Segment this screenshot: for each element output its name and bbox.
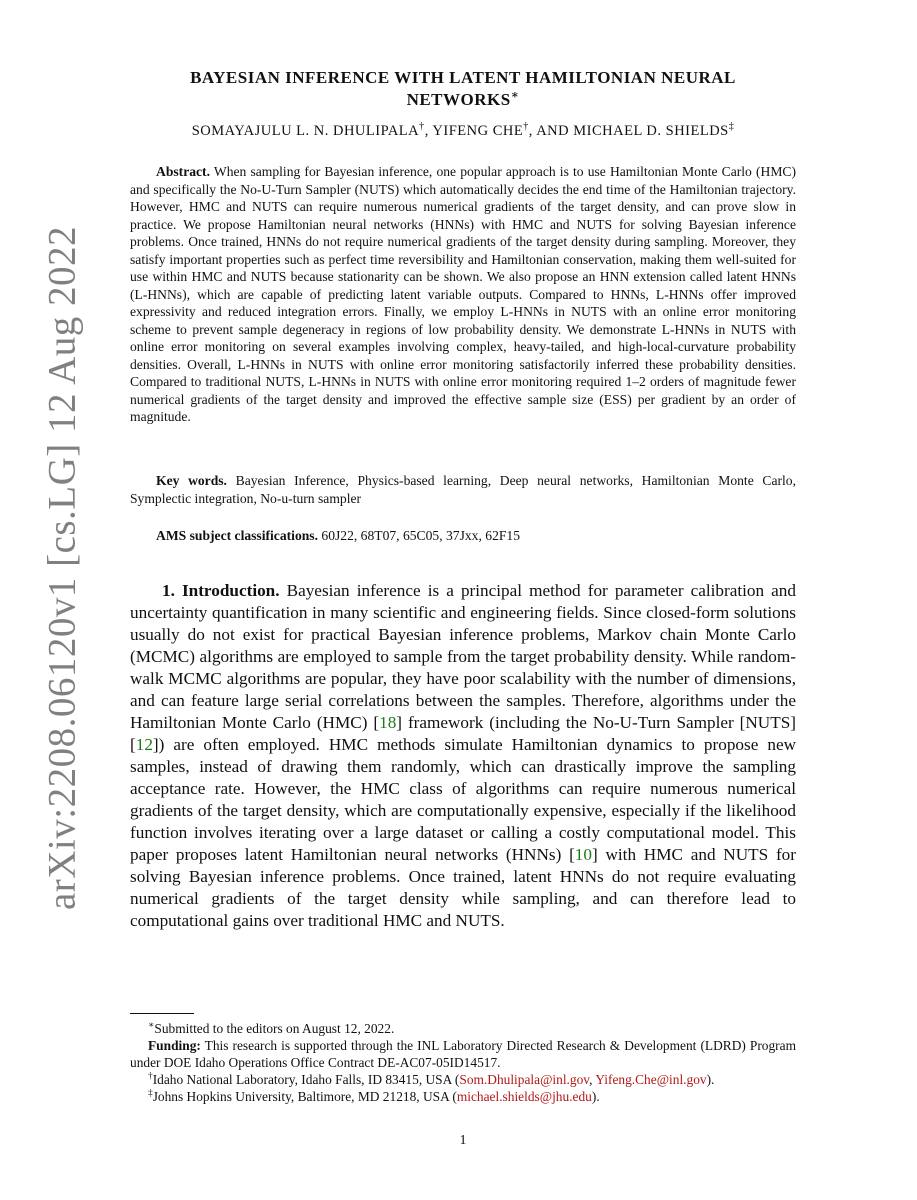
- footnote-idaho: [130, 1071, 796, 1088]
- footnote-submitted: [130, 1020, 796, 1037]
- arxiv-identifier: arXiv:2208.06120v1 [cs.LG] 12 Aug 2022: [40, 225, 84, 911]
- idaho-close: ).: [706, 1072, 715, 1087]
- footnote-ddagger-mark: ‡: [148, 1088, 153, 1099]
- funding-label: Funding:: [148, 1038, 201, 1053]
- arxiv-sidebar-stamp: [40, 225, 84, 911]
- title-line-1: BAYESIAN INFERENCE WITH LATENT HAMILTONIAN NEURAL: [190, 68, 736, 87]
- abstract-text: When sampling for Bayesian inference, one popular approach is to use Hamiltonian Monte Carlo (HMC) and specifically the No-U-Turn Sampler (NUTS) which automatically decides the end time of the Hamiltonian trajectory. However, HMC and NUTS can require numerous numerical gradients of the target density, and can prove slow in practice. We propose Hamiltonian neural networks (HNNs) with HMC and NUTS for solving Bayesian inference problems. Once trained, HNNs do not require numerical gradients of the target density during sampling. Moreover, they satisfy important properties such as perfect time reversibility and Hamiltonian conservation, making them well-suited for use within HMC and NUTS because stationarity can be shown. We also propose an HNN extension called latent HNNs (L-HNNs), which are capable of predicting latent variable outputs. Compared to HNNs, L-HNNs offer improved expressivity and reduced integration errors. Finally, we employ L-HNNs in NUTS with an online error monitoring scheme to prevent sample degeneracy in regions of low probability density. We demonstrate L-HNNs in NUTS with online error monitoring on several examples involving complex, heavy-tailed, and high-local-curvature probability densities. Overall, L-HNNs in NUTS with online error monitoring satisfactorily inferred these probability densities. Compared to traditional NUTS, L-HNNs in NUTS with online error monitoring required 1–2 orders of magnitude fewer numerical gradients of the target density and improved the effective sample size (ESS) per gradient by an order of magnitude.: [130, 164, 796, 424]
- author-separator-2: , AND: [528, 123, 574, 139]
- footnote-star-mark: ∗: [148, 1020, 155, 1031]
- introduction-heading: 1. Introduction.: [162, 581, 280, 600]
- author-separator-1: ,: [424, 123, 433, 139]
- email-link-che[interactable]: Yifeng.Che@inl.gov: [595, 1072, 707, 1087]
- keywords-text: Bayesian Inference, Physics-based learning, Deep neural networks, Hamiltonian Monte Carlo, Symplectic integration, No-u-turn sampler: [130, 473, 796, 506]
- title-line-2: [130, 89, 796, 111]
- author-3-mark: ‡: [728, 121, 735, 133]
- author-1: SOMAYAJULU L. N. DHULIPALA: [191, 123, 420, 139]
- jhu-affiliation: Johns Hopkins University, Baltimore, MD 21218, USA (: [152, 1089, 457, 1104]
- intro-text-4: ] with HMC and NUTS for solving Bayesian inference problems. Once trained, latent HNNs do not require evaluating numerical gradients of the target density while sampling, and can therefore lead to computational gains over traditional HMC and NUTS.: [130, 845, 796, 930]
- citation-link-12[interactable]: 12: [135, 735, 153, 754]
- intro-text-3: ]) are often employed. HMC methods simulate Hamiltonian dynamics to propose new samples, instead of drawing them randomly, which can drastically improve the sampling acceptance rate. However, the HMC class of algorithms can require numerous numerical gradients of the target density, which are computationally expensive, especially if the likelihood function involves iterating over a large dataset or calling a costly computational model. This paper proposes latent Hamiltonian neural networks (HNNs) [: [130, 735, 796, 864]
- keywords-heading: Key words.: [156, 473, 227, 488]
- author-2: YIFENG CHE: [432, 123, 524, 139]
- author-3: MICHAEL D. SHIELDS: [573, 123, 729, 139]
- footnote-divider: [130, 1013, 194, 1014]
- email-separator: ,: [589, 1072, 596, 1087]
- abstract-heading: Abstract.: [156, 164, 210, 179]
- funding-text: This research is supported through the INL Laboratory Directed Research & Development (LDRD) Program under DOE Idaho Operations Office Contract DE-AC07-05ID14517.: [130, 1038, 796, 1070]
- keywords: [130, 472, 796, 507]
- page-number: 1: [459, 1133, 467, 1148]
- ams-heading: AMS subject classifications.: [156, 528, 318, 543]
- submitted-text: Submitted to the editors on August 12, 2022.: [154, 1021, 395, 1036]
- introduction-section: [130, 580, 796, 932]
- ams-classifications: [130, 527, 796, 545]
- citation-link-18[interactable]: 18: [379, 713, 397, 732]
- title-footnote-mark: ∗: [510, 87, 520, 102]
- footnote-dagger-mark: †: [148, 1071, 153, 1082]
- title-line-2-text: NETWORKS: [406, 90, 511, 109]
- citation-link-10[interactable]: 10: [574, 845, 592, 864]
- author-2-mark: †: [523, 121, 529, 133]
- ams-text: 60J22, 68T07, 65C05, 37Jxx, 62F15: [321, 528, 521, 543]
- footnote-jhu: [130, 1088, 796, 1105]
- email-link-dhulipala[interactable]: Som.Dhulipala@inl.gov: [459, 1072, 590, 1087]
- author-list: [130, 123, 796, 140]
- abstract: [130, 163, 796, 426]
- footnote-funding: [130, 1037, 796, 1071]
- footnotes: [130, 1020, 796, 1105]
- intro-text-2: ] framework (including the No-U-Turn Sampler [NUTS] [: [130, 713, 796, 754]
- idaho-affiliation: Idaho National Laboratory, Idaho Falls, ID 83415, USA (: [152, 1072, 460, 1087]
- paper-title: [130, 67, 796, 111]
- author-1-mark: †: [419, 121, 425, 133]
- intro-text-1: Bayesian inference is a principal method for parameter calibration and uncertainty quantification in many scientific and engineering fields. Since closed-form solutions usually do not exist for practical Bayesian inference problems, Markov chain Monte Carlo (MCMC) algorithms are employed to sample from the target probability density. While random-walk MCMC algorithms are popular, they have poor scalability with the number of dimensions, and can feature large serial correlations between the samples. Therefore, algorithms under the Hamiltonian Monte Carlo (HMC) [: [130, 581, 796, 732]
- jhu-close: ).: [591, 1089, 600, 1104]
- email-link-shields[interactable]: michael.shields@jhu.edu: [456, 1089, 592, 1104]
